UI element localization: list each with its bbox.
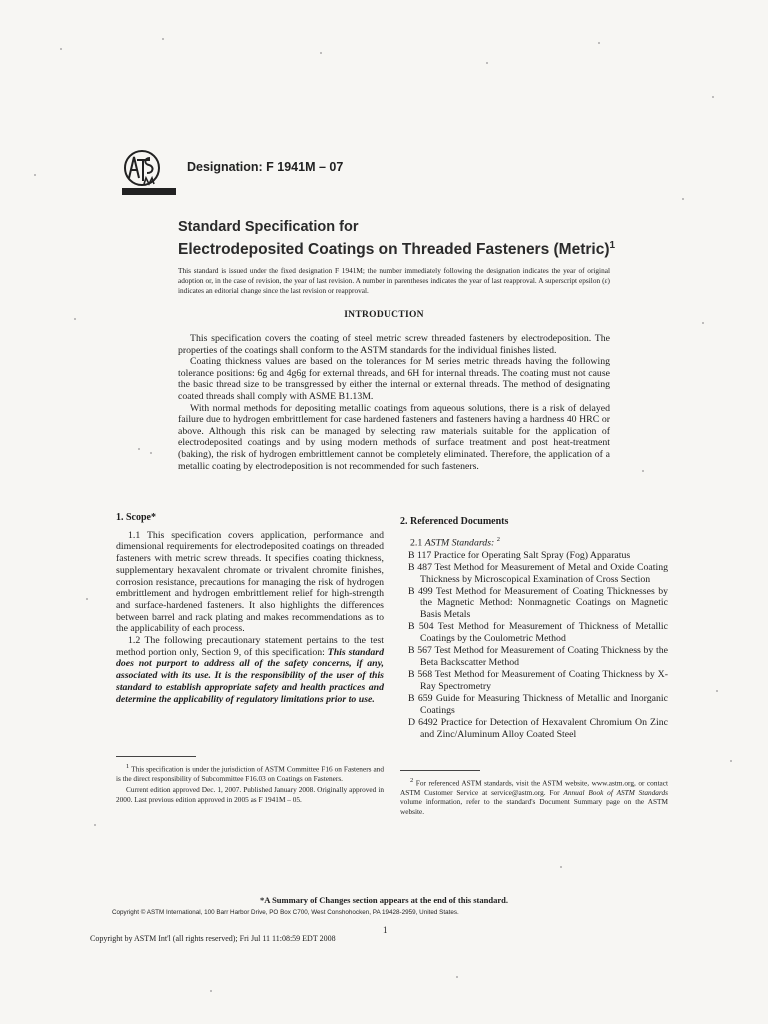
referenced-heading: 2. Referenced Documents xyxy=(400,516,509,527)
footnote-2-text-end: volume information, refer to the standard's Document Summary page on the ASTM website. xyxy=(400,797,668,816)
title-line-2 xyxy=(178,236,738,259)
footnotes-left xyxy=(116,762,384,806)
footnote-2-mark: 2 xyxy=(410,777,414,784)
intro-paragraph: This specification covers the coating of steel metric screw threaded fasteners by electrodeposition. The properties of the coatings shall conform to the ASTM standards for the individual finishes listed. xyxy=(178,333,610,356)
intro-paragraph: Coating thickness values are based on the tolerances for M series metric threads having the following tolerance positions: 6g and 4g6g for external threads, and 6H for internal threads. The coating must not cause the basic thread size to be transgressed by either the internal or external threads. The method of designating coated threads shall comply with ASME B1.13M. xyxy=(178,356,610,402)
list-item: B 567 Test Method for Measurement of Coating Thickness by the Beta Backscatter Method xyxy=(408,645,668,668)
footnote-1 xyxy=(116,762,384,783)
footnote-divider xyxy=(400,770,480,771)
document-title xyxy=(178,219,738,259)
astm-address: Copyright © ASTM International, 100 Barr Harbor Drive, PO Box C700, West Conshohocken, PA 19428-2959, United States. xyxy=(112,909,459,916)
list-item: B 499 Test Method for Measurement of Coating Thicknesses by the Magnetic Method: Nonmagnetic Coatings on Magnetic Basis Metals xyxy=(408,585,668,621)
subheading-label: ASTM Standards: xyxy=(424,536,495,548)
list-item: D 6492 Practice for Detection of Hexavalent Chromium On Zinc and Zinc/Aluminum Alloy Coated Steel xyxy=(408,717,668,740)
copyright-line: Copyright by ASTM Int'l (all rights reserved); Fri Jul 11 11:08:59 EDT 2008 xyxy=(90,934,336,943)
title-footnote-mark: 1 xyxy=(609,240,616,251)
title-line-1: Standard Specification for xyxy=(178,219,359,235)
astm-logo xyxy=(120,148,176,198)
list-item: B 504 Test Method for Measurement of Thickness of Metallic Coatings by the Coulometric Method xyxy=(408,621,668,645)
title-main: Electrodeposited Coatings on Threaded Fasteners (Metric) xyxy=(178,241,610,259)
scope-heading: 1. Scope* xyxy=(116,512,156,523)
referenced-documents-section xyxy=(400,516,668,741)
safety-statement: This standard does not purport to address all of the safety concerns, if any, associated with its use. It is the responsibility of the user of this standard to establish appropriate safety and health practices and determine the applicability of regulatory limitations prior to use. xyxy=(116,646,384,705)
introduction xyxy=(178,333,610,472)
footnote-2 xyxy=(400,776,668,816)
referenced-list xyxy=(400,550,668,741)
astm-standards-subheading xyxy=(410,534,668,549)
footnotes-right xyxy=(400,776,668,818)
footnote-1-text: This specification is under the jurisdiction of ASTM Committee F16 on Fasteners and is the direct responsibility of Subcommittee F16.03 on Coatings on Fasteners. xyxy=(116,764,384,783)
scope-paragraph-2 xyxy=(116,635,384,705)
list-item: B 568 Test Method for Measurement of Coating Thickness by X-Ray Spectrometry xyxy=(408,669,668,692)
subheading-number: 2.1 xyxy=(410,536,425,548)
footnote-2-text: For referenced ASTM standards, visit the ASTM website, www.astm.org, or contact ASTM Customer Service at service@astm.org. For xyxy=(400,778,668,797)
summary-of-changes-note: *A Summary of Changes section appears at the end of this standard. xyxy=(260,895,508,905)
footnote-2-book-title: Annual Book of ASTM Standards xyxy=(563,787,668,797)
page-number: 1 xyxy=(383,925,388,935)
list-item: B 117 Practice for Operating Salt Spray (Fog) Apparatus xyxy=(408,549,631,561)
footnote-1-mark: 1 xyxy=(126,763,130,770)
list-item: B 487 Test Method for Measurement of Metal and Oxide Coating Thickness by Microscopical Examination of Cross Section xyxy=(408,561,668,585)
introduction-heading: INTRODUCTION xyxy=(344,310,424,320)
footnote-divider xyxy=(116,756,196,757)
standard-note: This standard is issued under the fixed designation F 1941M; the number immediately following the designation indicates the year of original adoption or, in the case of revision, the year of last revision. A number in parentheses indicates the year of last reapproval. A superscript epsilon (ε) indicates an editorial change since the last revision or reapproval. xyxy=(178,266,610,295)
scope-paragraph-2-text: 1.2 The following precautionary statement pertains to the test method portion only, Section 9, of this specification: xyxy=(116,635,384,658)
footnote-1-edition: Current edition approved Dec. 1, 2007. Published January 2008. Originally approved in 2000. Last previous edition approved in 2005 as F 1941M – 05. xyxy=(116,785,384,804)
subheading-footnote-mark: 2 xyxy=(496,535,500,543)
scope-section xyxy=(116,512,384,705)
intro-paragraph: With normal methods for depositing metallic coatings from aqueous solutions, there is a risk of delayed failure due to hydrogen embrittlement for case hardened fasteners and fasteners having a hardness 40 HRC or above. Although this risk can be managed by selecting raw materials suitable for the application of electrodeposited coatings and by using modern methods of surface treatment and post heat-treatment (baking), the risk of hydrogen embrittlement cannot be completely eliminated. Therefore, the application of a metallic coating by electrodeposition is not recommended for such fasteners. xyxy=(178,402,610,472)
designation: Designation: F 1941M – 07 xyxy=(187,160,344,174)
scope-paragraph-1: 1.1 This specification covers application, performance and dimensional requirements for electrodeposited coatings on threaded fasteners with metric screw threads. It specifies coating thickness, supplementary hexavalent chromate or trivalent chromite finishes, corrosion resistance, precautions for managing the risk of hydrogen embrittlement and hydrogen embrittlement relief for high-strength and surface-hardened fasteners. It also highlights the differences between barrel and rack plating and makes recommendations as to the applicability of each process. xyxy=(116,529,384,635)
astm-logo-icon xyxy=(120,148,176,198)
list-item: B 659 Guide for Measuring Thickness of Metallic and Inorganic Coatings xyxy=(408,693,668,716)
